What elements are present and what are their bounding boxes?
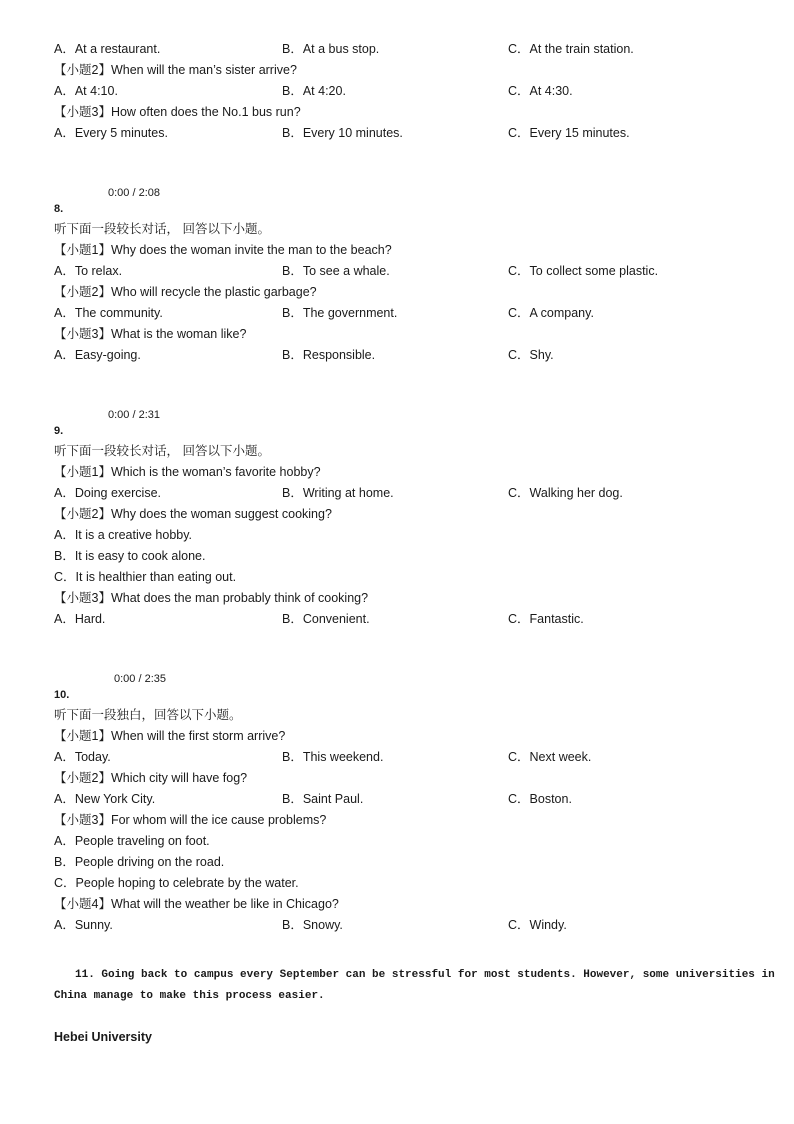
q9-subquestion-3: 【小题3】What does the man probably think of cooking? bbox=[54, 591, 369, 605]
option-a: A．People traveling on foot. bbox=[54, 834, 210, 848]
option-a: A．Every 5 minutes. bbox=[54, 126, 168, 140]
option-a: A．It is a creative hobby. bbox=[54, 528, 193, 542]
option-a: A．Doing exercise. bbox=[54, 486, 161, 500]
option-a: A．New York City. bbox=[54, 792, 156, 806]
option-c: C．Shy. bbox=[508, 348, 554, 362]
q7-subquestion-3: 【小题3】How often does the No.1 bus run? bbox=[54, 105, 301, 119]
option-b: B．Responsible. bbox=[282, 348, 376, 362]
option-b: B．The government. bbox=[282, 306, 398, 320]
q9-options-1 bbox=[54, 485, 774, 501]
q7-options-3 bbox=[54, 125, 774, 141]
audio-time-display[interactable]: 0:00 / 2:35 bbox=[114, 673, 166, 685]
option-c: C．A company. bbox=[508, 306, 594, 320]
option-b: B．This weekend. bbox=[282, 750, 384, 764]
q8-options-1 bbox=[54, 263, 774, 279]
question-intro: 听下面一段独白，回答以下小题。 bbox=[54, 708, 242, 722]
option-a: A．At 4:10. bbox=[54, 84, 118, 98]
option-b: B．Every 10 minutes. bbox=[282, 126, 403, 140]
q9-subquestion-1: 【小题1】Which is the woman’s favorite hobby? bbox=[54, 465, 321, 479]
option-a: A．At a restaurant. bbox=[54, 42, 161, 56]
audio-time-display[interactable]: 0:00 / 2:08 bbox=[108, 187, 160, 199]
q10-subquestion-4: 【小题4】What will the weather be like in Chicago? bbox=[54, 897, 339, 911]
option-a: A．To relax. bbox=[54, 264, 123, 278]
q8-subquestion-1: 【小题1】Why does the woman invite the man to the beach? bbox=[54, 243, 392, 257]
option-b: B．To see a whale. bbox=[282, 264, 390, 278]
option-a: A．Hard. bbox=[54, 612, 106, 626]
option-c: C．Windy. bbox=[508, 918, 567, 932]
q9-subquestion-2: 【小题2】Why does the woman suggest cooking? bbox=[54, 507, 332, 521]
q10-subquestion-1: 【小题1】When will the first storm arrive? bbox=[54, 729, 286, 743]
option-b: B．Writing at home. bbox=[282, 486, 394, 500]
option-a: A．Easy-going. bbox=[54, 348, 141, 362]
option-b: B．People driving on the road. bbox=[54, 855, 225, 869]
q10-subquestion-3: 【小题3】For whom will the ice cause problems? bbox=[54, 813, 327, 827]
option-c: C．To collect some plastic. bbox=[508, 264, 659, 278]
option-c: C．Every 15 minutes. bbox=[508, 126, 630, 140]
q8-options-2 bbox=[54, 305, 774, 321]
section-heading: Hebei University bbox=[54, 1030, 152, 1044]
q7-subquestion-2: 【小题2】When will the man’s sister arrive? bbox=[54, 63, 297, 77]
q10-options-4 bbox=[54, 917, 774, 933]
option-c: C．Boston. bbox=[508, 792, 572, 806]
passage-line-1: 11. Going back to campus every September can be stressful for most students. However, some universities in bbox=[75, 969, 775, 981]
option-c: C．Fantastic. bbox=[508, 612, 584, 626]
q9-options-3 bbox=[54, 611, 774, 627]
option-b: B．Snowy. bbox=[282, 918, 343, 932]
option-c: C．Walking her dog. bbox=[508, 486, 623, 500]
option-a: A．The community. bbox=[54, 306, 163, 320]
q8-options-3 bbox=[54, 347, 774, 363]
question-intro: 听下面一段较长对话， 回答以下小题。 bbox=[54, 444, 270, 458]
option-c: C．People hoping to celebrate by the water. bbox=[54, 876, 299, 890]
option-a: A．Today. bbox=[54, 750, 111, 764]
option-b: B．At 4:20. bbox=[282, 84, 346, 98]
option-c: C．Next week. bbox=[508, 750, 592, 764]
option-c: C．At the train station. bbox=[508, 42, 634, 56]
q10-options-1 bbox=[54, 749, 774, 765]
question-intro: 听下面一段较长对话， 回答以下小题。 bbox=[54, 222, 270, 236]
option-a: A．Sunny. bbox=[54, 918, 113, 932]
option-b: B．It is easy to cook alone. bbox=[54, 549, 206, 563]
option-c: C．It is healthier than eating out. bbox=[54, 570, 237, 584]
q7-options-2 bbox=[54, 83, 774, 99]
question-number: 10. bbox=[54, 689, 70, 701]
option-b: B．At a bus stop. bbox=[282, 42, 380, 56]
q8-subquestion-3: 【小题3】What is the woman like? bbox=[54, 327, 247, 341]
option-b: B．Convenient. bbox=[282, 612, 370, 626]
q8-subquestion-2: 【小题2】Who will recycle the plastic garbage? bbox=[54, 285, 317, 299]
q10-subquestion-2: 【小题2】Which city will have fog? bbox=[54, 771, 248, 785]
question-number: 8. bbox=[54, 203, 64, 215]
q7-options-1 bbox=[54, 41, 774, 57]
passage-line-2: China manage to make this process easier. bbox=[54, 990, 325, 1002]
question-number: 9. bbox=[54, 425, 64, 437]
option-c: C．At 4:30. bbox=[508, 84, 573, 98]
option-b: B．Saint Paul. bbox=[282, 792, 364, 806]
q10-options-2 bbox=[54, 791, 774, 807]
audio-time-display[interactable]: 0:00 / 2:31 bbox=[108, 409, 160, 421]
